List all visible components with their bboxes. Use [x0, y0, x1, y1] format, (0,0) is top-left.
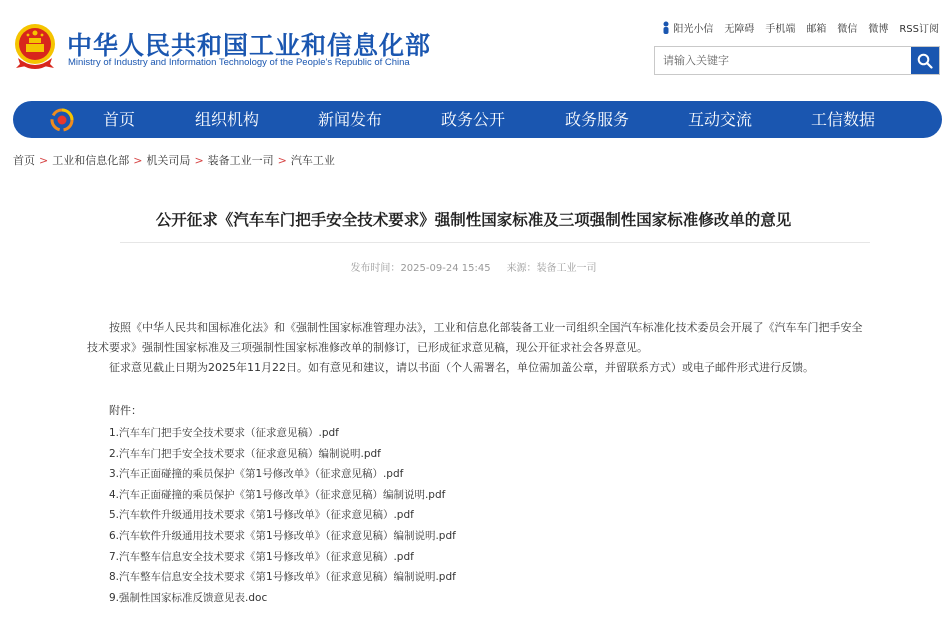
breadcrumb-separator-icon: >	[133, 154, 143, 167]
top-link-mail[interactable]: 邮箱	[806, 24, 827, 35]
attachment-link[interactable]: 4.汽车正面碰撞的乘员保护《第1号修改单》（征求意见稿）编制说明.pdf	[109, 488, 446, 501]
attachment-link[interactable]: 1.汽车车门把手安全技术要求（征求意见稿）.pdf	[109, 427, 339, 439]
nav-item-organization[interactable]: 组织机构	[195, 110, 260, 129]
attachment-link[interactable]: 5.汽车软件升级通用技术要求《第1号修改单》（征求意见稿）.pdf	[109, 509, 414, 522]
search-icon	[917, 53, 933, 69]
article-paragraph-1: 按照《中华人民共和国标准化法》和《强制性国家标准管理办法》，工业和信息化部装备工业一司组织全国汽车标准化技术委员会开展了《汽车车门把手安全技术要求》强制性国家标准及三项强制性国家标准修改单的制修订，已形成征求意见稿，现公开征求社会各界意见。	[87, 321, 863, 354]
search-box	[654, 46, 940, 75]
source-value: 装备工业一司	[536, 263, 597, 274]
source-label: 来源：	[506, 263, 537, 274]
site-subtitle: Ministry of Industry and Information Technology of the People's Republic of China	[68, 57, 410, 68]
attachment-link[interactable]: 2.汽车车门把手安全技术要求（征求意见稿）编制说明.pdf	[109, 447, 381, 460]
article-title: 公开征求《汽车车门把手安全技术要求》强制性国家标准及三项强制性国家标准修改单的意见	[155, 211, 792, 229]
national-emblem-logo	[12, 22, 58, 70]
breadcrumb-departments[interactable]: 机关司局	[146, 154, 191, 167]
top-links	[662, 20, 939, 35]
top-link-rss[interactable]: RSS订阅	[899, 24, 939, 35]
article-paragraph-2: 征求意见截止日期为2025年11月22日。如有意见和建议，请以书面（个人需署名，单位需加盖公章，并留联系方式）或电子邮件形式进行反馈。	[109, 361, 814, 374]
breadcrumb-equipment-dept[interactable]: 装备工业一司	[207, 154, 274, 167]
attachment-link[interactable]: 9.强制性国家标准反馈意见表.doc	[109, 591, 268, 604]
nav-item-data[interactable]: 工信数据	[811, 110, 876, 129]
attachment-link[interactable]: 3.汽车正面碰撞的乘员保护《第1号修改单》（征求意见稿）.pdf	[109, 468, 404, 481]
breadcrumb-auto-industry[interactable]: 汽车工业	[290, 154, 335, 167]
nav-item-interaction[interactable]: 互动交流	[688, 110, 753, 129]
top-link-mobile[interactable]: 手机端	[765, 24, 796, 35]
breadcrumb	[13, 152, 335, 168]
nav-item-home[interactable]: 首页	[103, 110, 136, 129]
attachments-list	[109, 423, 456, 608]
title-divider	[120, 242, 870, 243]
attachments-label: 附件：	[109, 404, 142, 417]
attachment-link[interactable]: 7.汽车整车信息安全技术要求《第1号修改单》（征求意见稿）.pdf	[109, 550, 414, 563]
attachment-link[interactable]: 8.汽车整车信息安全技术要求《第1号修改单》（征求意见稿）编制说明.pdf	[109, 571, 456, 584]
breadcrumb-separator-icon: >	[194, 154, 204, 167]
top-link-label: 阳光小信	[673, 24, 714, 35]
publish-time-label: 发布时间：	[350, 263, 401, 274]
search-button[interactable]	[911, 47, 939, 74]
top-link-accessibility[interactable]: 无障碍	[724, 24, 755, 35]
top-link-wechat[interactable]: 微信	[837, 24, 858, 35]
mascot-icon	[662, 21, 670, 34]
nav-item-government-affairs[interactable]: 政务公开	[441, 110, 506, 129]
main-nav	[13, 101, 942, 138]
nav-item-government-services[interactable]: 政务服务	[565, 110, 630, 129]
attachment-link[interactable]: 6.汽车软件升级通用技术要求《第1号修改单》（征求意见稿）编制说明.pdf	[109, 529, 456, 542]
top-link-weibo[interactable]: 微博	[868, 24, 889, 35]
breadcrumb-home[interactable]: 首页	[13, 154, 35, 167]
publish-time: 2025-09-24 15:45	[400, 263, 491, 274]
breadcrumb-separator-icon: >	[277, 154, 287, 167]
breadcrumb-ministry[interactable]: 工业和信息化部	[52, 154, 130, 167]
ministry-logo-icon	[50, 108, 74, 132]
site-title: 中华人民共和国工业和信息化部	[67, 31, 432, 60]
nav-item-news[interactable]: 新闻发布	[318, 110, 383, 129]
top-link-sunshine[interactable]	[662, 20, 713, 35]
breadcrumb-separator-icon: >	[39, 154, 49, 167]
search-input[interactable]	[655, 47, 911, 74]
article-meta	[0, 259, 947, 274]
